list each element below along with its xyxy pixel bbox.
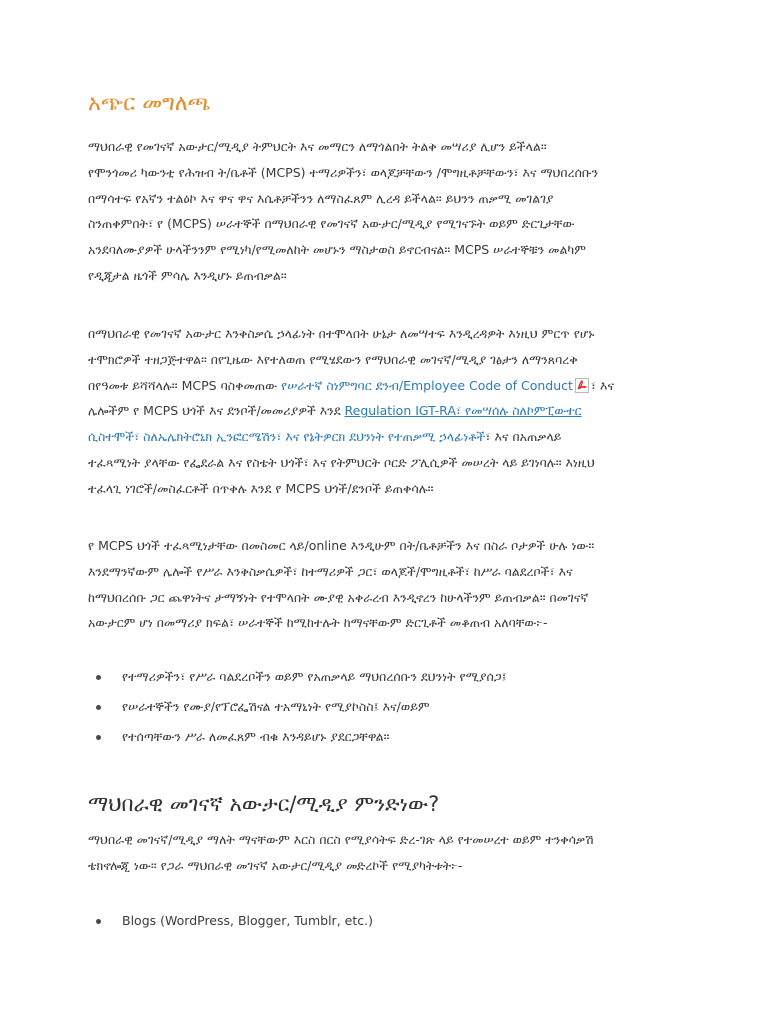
list-item: የተማሪዎችን፣ የሥራ ባልደረቦችን ወይም የአጠቃላይ ማህበረሰቡን ደህንነት የሚያሰጋ፤ [96,662,507,692]
text-line [88,424,688,450]
text-line [88,373,688,399]
regulation-igt-ra-link[interactable]: Regulation IGT-RA፣ የመሣሰሉ ስለኮምፒውተር [344,403,582,419]
text-line: የዲጂታል ዜጎች ምሳሌ እንዲሆኑ ይጠብቃል። [88,267,287,283]
text-line: አውታርም ሆነ በመማሪያ ክፍል፣ ሠራተኞች ከሚከተሉት ከማናቸውም ድርጊቶች መቆጠብ አለባቸው፦- [88,615,548,631]
bullet-list-prohibited-actions [96,662,507,752]
text-line: ማህበራዊ መገናኛ/ሚዲያ ማለት ማናቸውም እርስ በርስ የሚያሳትፍ ድረ-ገጽ ላይ የተመሠረተ ወይም ተንቀሳቃሽ [88,832,594,847]
text-line: ማህበራዊ የመገናኛ አውታር/ሚዲያ ትምህርት እና መማርን ለማጎልበት ትልቅ መሣሪያ ሊሆን ይችላል። [88,139,547,154]
text-segment: ሌሎችም የ MCPS ህጎች እና ደንቦች/መመሪያዎች እንደ [88,403,345,419]
text-line: ተሞክሮዎች ተዘጋጅተዋል። በየጊዜው እየተለወጠ የሚሄደውን የማህበራዊ መገናኛ/ሚዲያ ገፅታን ለማንጸባረቅ [88,351,578,367]
network-security-responsibilities-link[interactable]: ሲስተሞች፣ ስለኤሌክትሮኒክ ኢንፎርሜሽን፣ እና የኔትዎርክ ደህንነት የተጠቃሚ ኃላፊነቶች [88,429,486,445]
text-line: ከማህበረሰቡ ጋር ጨዋነትና ታማኝነት የተሞላበት ሙያዊ አቀራረብ እንዲኖረን ከሁላችንም ይጠብቃል። በመገናኛ [88,589,589,605]
paragraph-rules-apply [88,533,688,636]
text-line: የሞንጎመሪ ካውንቲ የሕዝብ ት/ቤቶች (MCPS) ተማሪዎችን፣ ወላጆቻቸውን /ሞግዚቶቻቸውን፣ እና ማህበረሰቡን [88,164,599,180]
list-item: የሠራተኞችን የሙያ/የፕሮፌሽናል ተአማኒነት የሚያኮስስ፤ እና/ወይም [96,692,507,722]
section-heading-summary: አጭር መግለጫ [88,91,211,116]
text-segment: ፣ እና በአጠቃላይ [485,429,562,445]
text-line: እንደማንኛውም ሌሎች የሥራ እንቅስቃሴዎች፣ ከተማሪዎች ጋር፣ ወላጆች/ሞግዚቶች፣ ከሥራ ባልደረቦች፣ እና [88,563,573,579]
bullet-list-platforms [96,906,373,936]
text-line: ተፈላጊ ነገሮች/መስፈርቶች በጥቅሉ እንደ የ MCPS ህጎች/ደንቦች ይጠቀሳሉ። [88,480,434,496]
text-line: አንደባለሙያዎች ሁላችንንም የሚነካ/የሚመለከት መሆኑን ማስታወስ ይኖርብናል። MCPS ሠራተኞቹን መልካም [88,242,586,258]
text-line [88,398,688,424]
pdf-file-icon[interactable] [575,376,589,391]
section-heading-what-is-social-media: ማህበራዊ መገናኛ አውታር/ሚዲያ ምንድነው? [88,792,440,816]
text-line: ቴክኖሎጂ ነው። የጋራ ማህበራዊ መገናኛ አውታር/ሚዲያ መድረኮች የሚያካትቱት፦- [88,857,463,873]
paragraph-best-practices [88,321,688,502]
text-line: የ MCPS ህጎች ተፈጻሚነታቸው በመስመር ላይ/online እንዲሁም በት/ቤቶቻችን እና በስራ ቦታዎች ሁሉ ነው። [88,538,595,553]
list-item: Blogs (WordPress, Blogger, Tumblr, etc.) [96,906,373,936]
text-line: በማሳተፍ የአኛን ተልዕኮ እና ዋና ዋና እሴቶቻችንን ለማስፈጸም ሊረዳ ይችላል። ይህንን ጠቃሚ መገልገያ [88,190,554,206]
text-line: በማህበራዊ የመገናኛ አውታር እንቅስቃሴ ኃላፊነት በተሞላበት ሁኔታ ለመሣተፍ እንዲረዳዎት እነዚህ ምርጥ የሆኑ [88,326,595,341]
text-segment: በየዓመቱ ይሻሻላሉ። MCPS ባስቀመጠው [88,377,282,393]
employee-code-of-conduct-link[interactable]: የሠራተኛ ስነምግባር ደንብ/Employee Code of Conduct [281,377,573,393]
list-item: የተሰጣቸውን ሥራ ለመፈጸም ብቁ እንዳይሆኑ ያደርጋቸዋል። [96,722,507,752]
paragraph-definition [88,827,688,879]
text-line: ስንጠቀምበት፣ የ (MCPS) ሠራተኞች በማህበራዊ የመገናኛ አውታር/ሚዲያ የሚገናኙት ወይም ድርጊታቸው [88,216,575,232]
paragraph-intro [88,134,688,289]
text-line: ተፈጻሚነት ያላቸው የፌደራል እና የስቴት ህጎች፣ እና የትምህርት ቦርድ ፖሊሲዎች መሠረት ላይ ይገነባሉ። እነዚህ [88,454,595,470]
text-segment: ፣ እና [590,377,615,393]
